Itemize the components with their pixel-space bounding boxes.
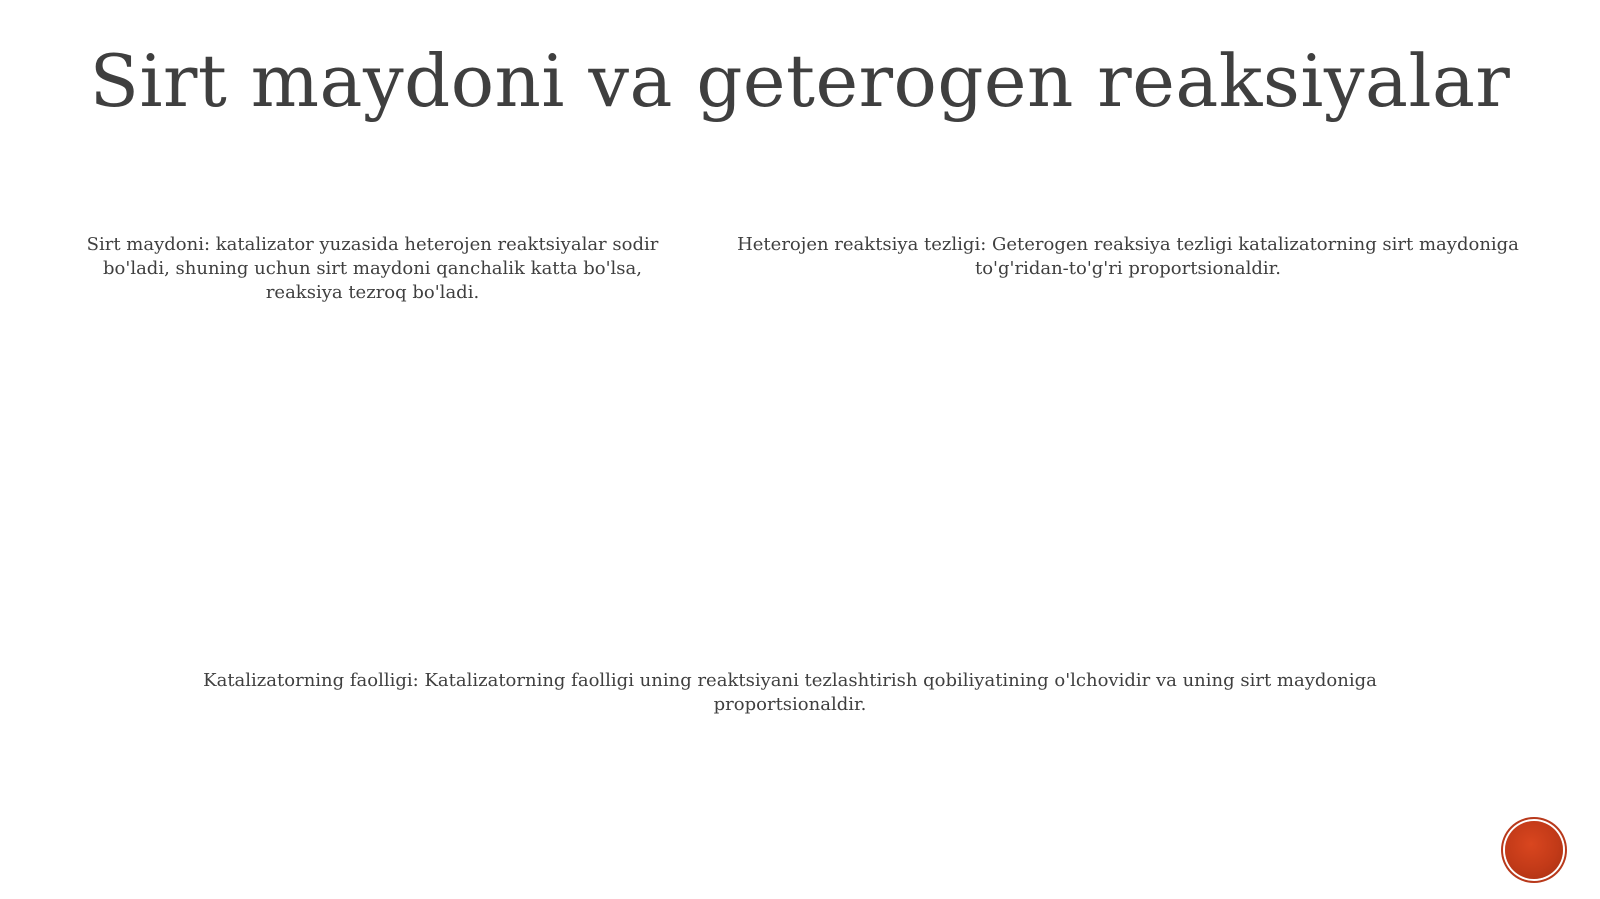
text-block-reaction-rate: Heterojen reaktsiya tezligi: Geterogen reaksiya tezligi katalizatorning sirt maydoniga to'g'ridan-to'g'ri proportsionaldir.: [737, 234, 1519, 279]
text-block-surface-area: Sirt maydoni: katalizator yuzasida heterojen reaktsiyalar sodir bo'ladi, shuning uchun sirt maydoni qanchalik katta bo'lsa, reaksiya tezroq bo'ladi.: [86, 234, 659, 303]
slide-title: Sirt maydoni va geterogen reaksiyalar: [89, 39, 1511, 123]
circle-badge-icon[interactable]: [1505, 821, 1563, 879]
text-block-catalyst-activity: Katalizatorning faolligi: Katalizatorning faolligi uning reaktsiyani tezlashtirish qobiliyatining o'lchovidir va uning sirt maydoniga proportsionaldir.: [203, 670, 1377, 715]
badge-mark: [1529, 845, 1541, 855]
